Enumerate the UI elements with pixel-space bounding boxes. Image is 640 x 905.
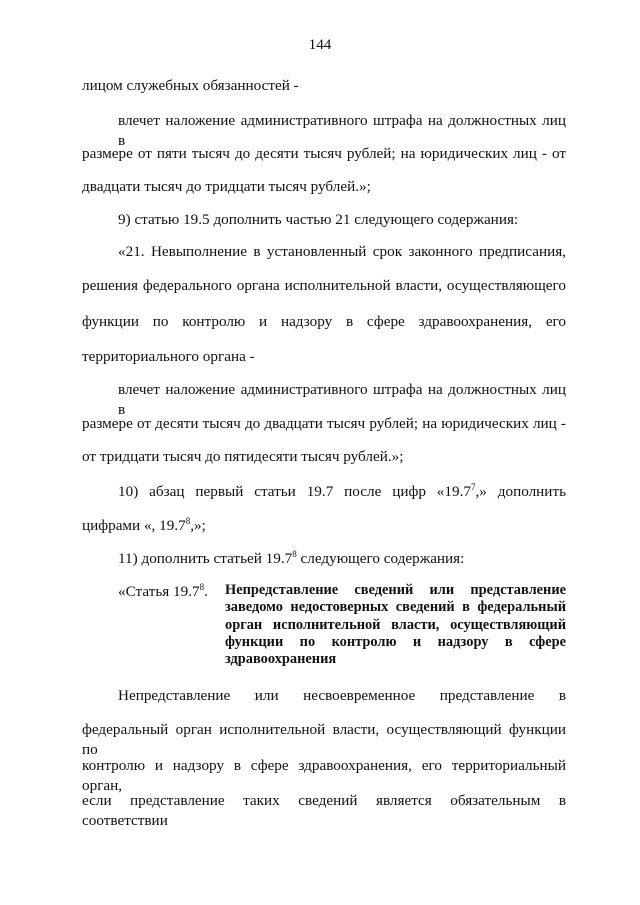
text-fragment: «Статья 19.7 [118, 583, 200, 600]
text-fragment: ,»; [190, 517, 206, 534]
text-fragment: 11) дополнить статьей 19.7 [118, 550, 293, 567]
article-label [118, 582, 208, 602]
text-fragment: . [204, 583, 208, 600]
text-line: влечет наложение административного штрафа на должностных лиц в [118, 112, 566, 149]
text-line: функции по контролю и надзору в сфере здравоохранения, его [82, 313, 566, 330]
text-line [118, 482, 566, 502]
text-line: двадцати тысяч до тридцати тысяч рублей.»; [82, 178, 371, 195]
superscript: 8 [185, 516, 191, 526]
text-line [118, 549, 566, 569]
text-line: размере от пяти тысяч до десяти тысяч рублей; на юридических лиц - от [82, 145, 566, 162]
article-title: Непредставление сведений или представление заведомо недостоверных сведений в федеральный орган исполнительной власти, осуществляющий функции по контролю и надзору в сфере здравоохранения [225, 582, 566, 668]
text-fragment: ,» дополнить [475, 483, 567, 500]
text-line: если представление таких сведений является обязательным в соответствии [82, 792, 566, 829]
superscript: 7 [470, 482, 476, 492]
text-fragment: следующего содержания: [296, 550, 465, 567]
text-line [82, 516, 566, 536]
text-line: лицом служебных обязанностей - [82, 77, 299, 94]
text-line: Непредставление или несвоевременное представление в [118, 687, 566, 704]
text-line: 9) статью 19.5 дополнить частью 21 следующего содержания: [118, 211, 519, 228]
text-line: федеральный орган исполнительной власти, осуществляющий функции по [82, 721, 566, 758]
text-line: «21. Невыполнение в установленный срок законного предписания, [118, 243, 566, 260]
text-line: решения федерального органа исполнительной власти, осуществляющего [82, 277, 566, 294]
text-fragment: 10) абзац первый статьи 19.7 после цифр «19.7 [118, 483, 471, 500]
text-line: размере от десяти тысяч до двадцати тысяч рублей; на юридических лиц - [82, 415, 566, 432]
text-line: влечет наложение административного штрафа на должностных лиц в [118, 381, 566, 418]
text-line: контролю и надзору в сфере здравоохранения, его территориальный орган, [82, 757, 566, 794]
page-number: 144 [308, 36, 332, 53]
text-line: от тридцати тысяч до пятидесяти тысяч рублей.»; [82, 448, 404, 465]
text-fragment: цифрами «, 19.7 [82, 517, 186, 534]
superscript: 8 [199, 582, 205, 592]
text-line: территориального органа - [82, 348, 255, 365]
superscript: 8 [292, 549, 297, 559]
